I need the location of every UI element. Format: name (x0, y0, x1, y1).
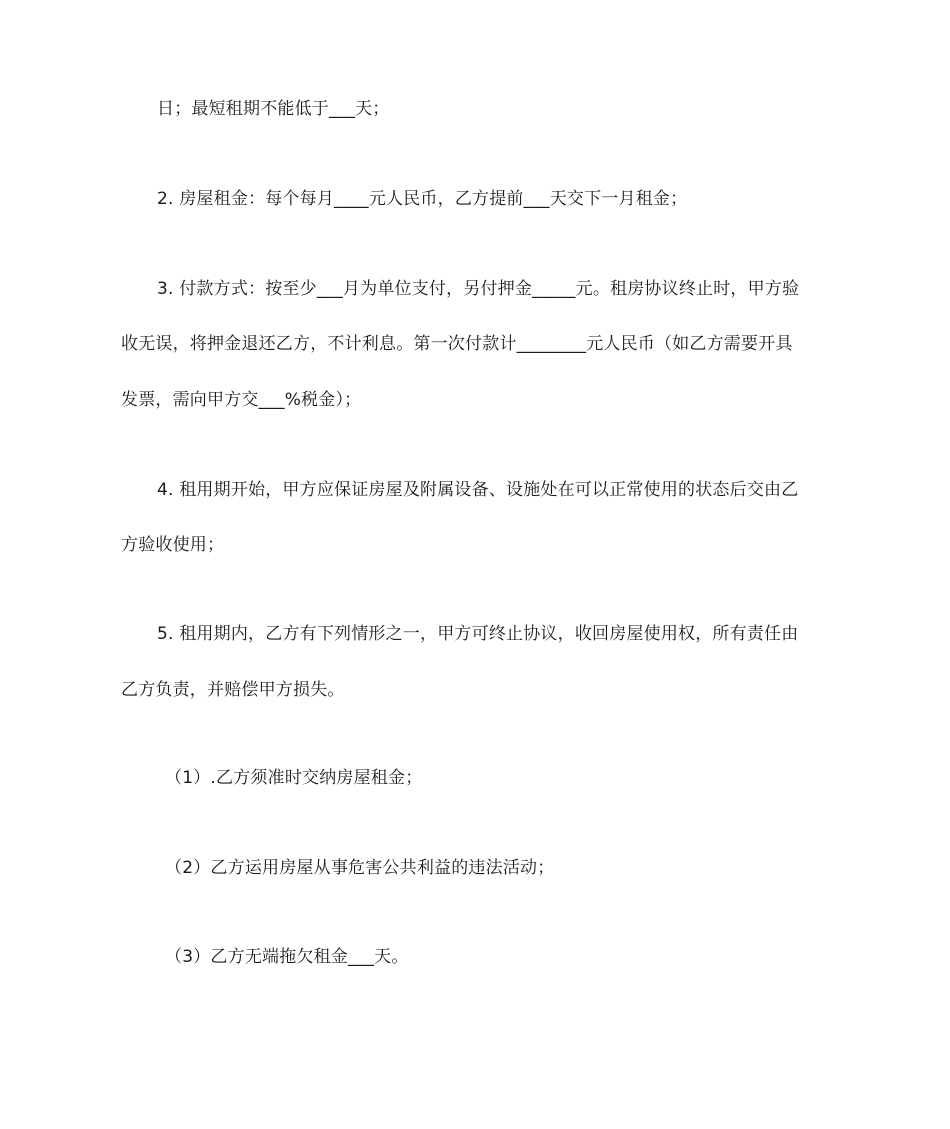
paragraph-line-lease-start-1: 4. 租用期开始，甲方应保证房屋及附属设备、设施处在可以正常使用的状态后交由乙 (157, 480, 799, 500)
paragraph-line-termination-2: 乙方负责，并赔偿甲方损失。 (121, 680, 345, 700)
list-item-3: （3）乙方无端拖欠租金___天。 (165, 947, 409, 967)
list-item-2: （2）乙方运用房屋从事危害公共利益的违法活动； (165, 858, 555, 878)
paragraph-line-lease-start-2: 方验收使用； (121, 535, 225, 555)
paragraph-line-rent: 2. 房屋租金：每个每月____元人民币，乙方提前___天交下一月租金； (157, 189, 688, 209)
paragraph-line-payment-2: 收无误，将押金退还乙方，不计利息。第一次付款计________元人民币（如乙方需要开具 (121, 334, 793, 354)
paragraph-line-payment-3: 发票，需向甲方交___%税金）； (121, 390, 362, 410)
paragraph-line-payment-1: 3. 付款方式：按至少___月为单位支付，另付押金_____元。租房协议终止时，甲方验 (157, 279, 800, 299)
paragraph-line-min-term: 日；最短租期不能低于___天； (157, 99, 390, 119)
list-item-1: （1）.乙方须准时交纳房屋租金； (165, 768, 423, 788)
paragraph-line-termination-1: 5. 租用期内，乙方有下列情形之一，甲方可终止协议，收回房屋使用权，所有责任由 (157, 624, 799, 644)
